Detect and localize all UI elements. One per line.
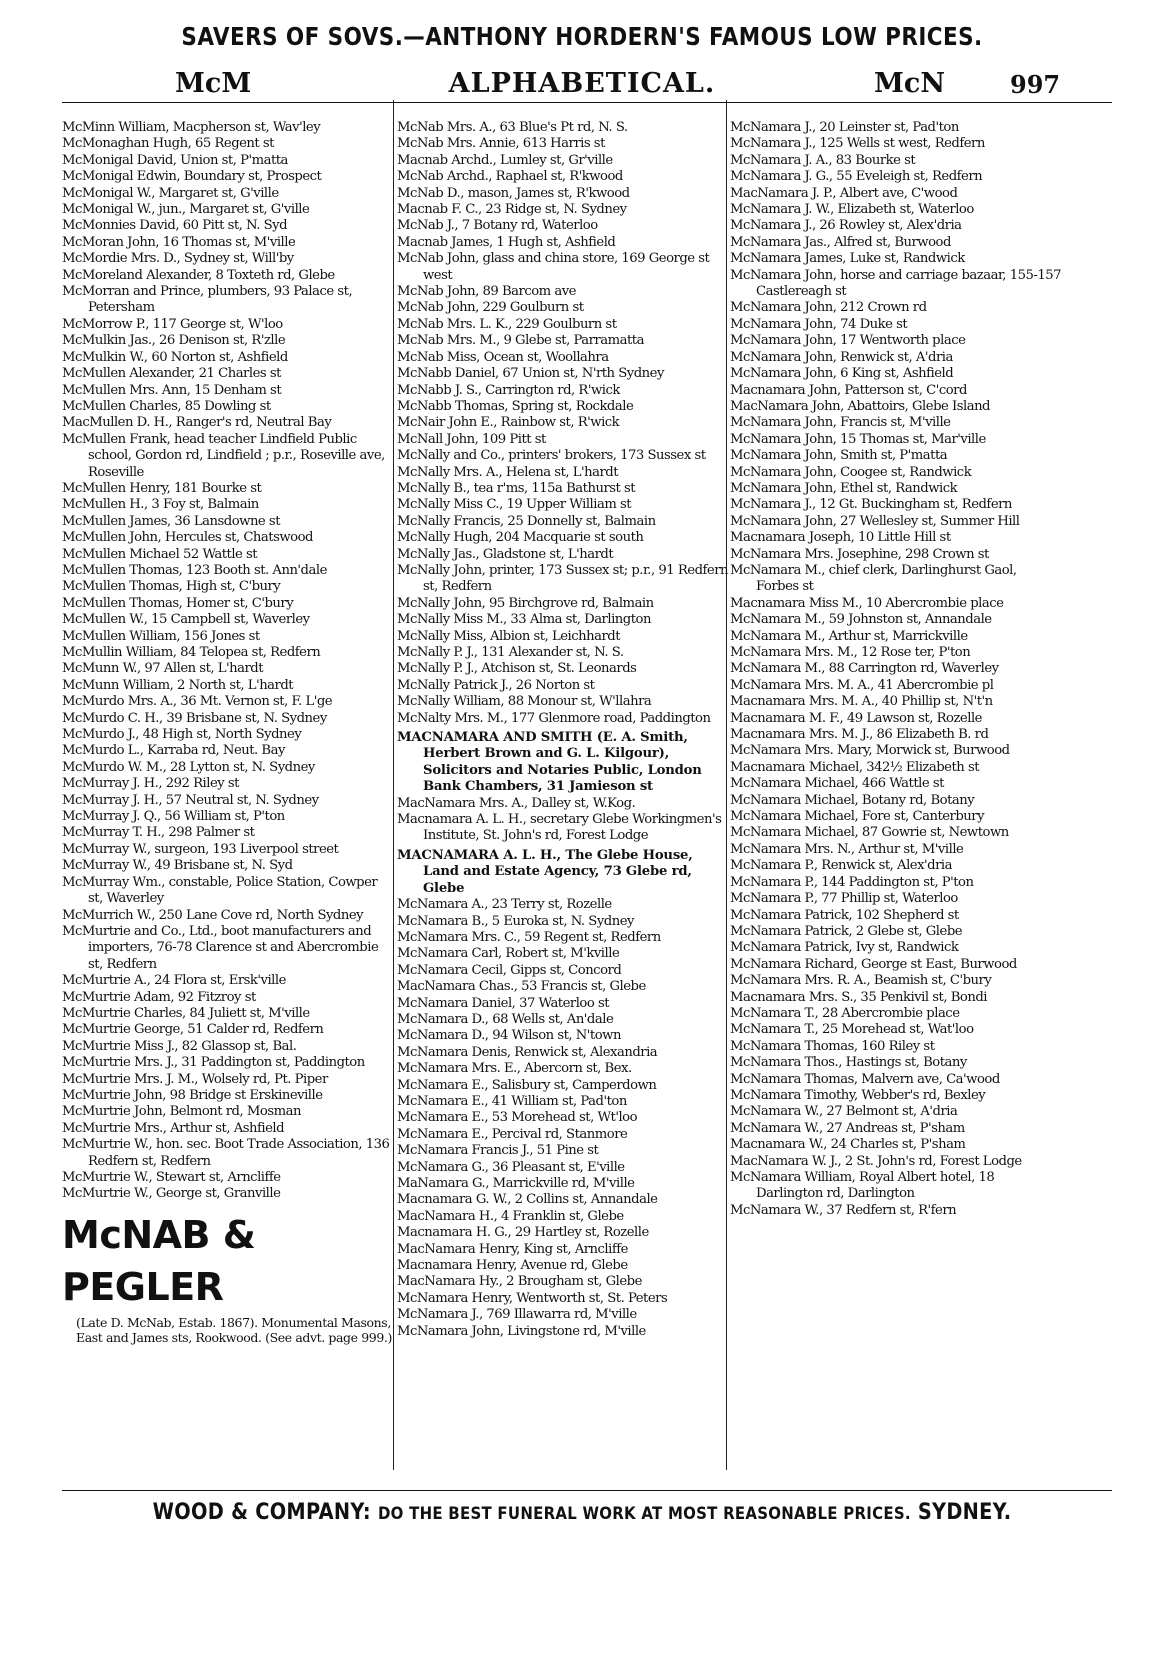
directory-entry: McMullen Mrs. Ann, 15 Denham st xyxy=(62,382,282,398)
directory-entry: McNab Mrs. L. K., 229 Goulburn st xyxy=(397,316,617,332)
directory-entry: McNamara John, 212 Crown rd xyxy=(730,300,927,316)
directory-entry: Macnamara Henry, Avenue rd, Glebe xyxy=(397,1258,628,1274)
bottom-advert-banner xyxy=(70,1500,1094,1525)
directory-entry: McNally Patrick J., 26 Norton st xyxy=(397,677,595,693)
directory-entry: McNamara A., 23 Terry st, Rozelle xyxy=(397,897,612,913)
directory-entry: McMullen Frank, head teacher Lindfield Public school, Gordon rd, Lindfield ; p.r., Roseville ave, Roseville xyxy=(62,431,385,480)
directory-entry: MacNamara J. P., Albert ave, C'wood xyxy=(730,185,958,201)
directory-entry: McNamara William, Royal Albert hotel, 18 Darlington rd, Darlington xyxy=(730,1170,995,1202)
directory-entry: McMurtrie Mrs. J., 31 Paddington st, Paddington xyxy=(62,1055,365,1071)
directory-entry: McNamara G., 36 Pleasant st, E'ville xyxy=(397,1159,625,1175)
directory-entry: McNamara Patrick, Ivy st, Randwick xyxy=(730,940,959,956)
directory-entry: McNamara Thos., Hastings st, Botany xyxy=(730,1055,967,1071)
directory-entry: McNally Mrs. A., Helena st, L'hardt xyxy=(397,464,619,480)
header-rule xyxy=(62,102,1112,103)
directory-entry: McNamara Timothy, Webber's rd, Bexley xyxy=(730,1087,986,1103)
directory-entry: McMurtrie Charles, 84 Juliett st, M'ville xyxy=(62,1005,310,1021)
directory-entry: McMurray J. Q., 56 William st, P'ton xyxy=(62,809,285,825)
directory-entry: McNamara E., 41 William st, Pad'ton xyxy=(397,1093,627,1109)
directory-entry: McMurray Wm., constable, Police Station, Cowper st, Waverley xyxy=(62,874,378,907)
directory-entry: McMunn W., 97 Allen st, L'hardt xyxy=(62,661,264,677)
directory-entry: McMulkin W., 60 Norton st, Ashfield xyxy=(62,349,288,365)
directory-entry: McMurray W., 49 Brisbane st, N. Syd xyxy=(62,858,293,874)
directory-entry: McNamara John, 15 Thomas st, Mar'ville xyxy=(730,431,986,447)
directory-entry: McNamara Mrs. M. A., 41 Abercrombie pl xyxy=(730,677,994,693)
directory-entry: McNamara P., 144 Paddington st, P'ton xyxy=(730,874,974,890)
directory-entry: MacNamara Mrs. A., Dalley st, W.Kog. xyxy=(397,795,636,811)
directory-entry: McMurtrie George, 51 Calder rd, Redfern xyxy=(62,1022,324,1038)
directory-entry: McNamara Mrs. Mary, Morwick st, Burwood xyxy=(730,743,1010,759)
directory-entry: McMurrich W., 250 Lane Cove rd, North Sydney xyxy=(62,907,364,923)
directory-entry: McMulkin Jas., 26 Denison st, R'zlle xyxy=(62,333,286,349)
directory-entry: McMurtrie Mrs. J. M., Wolsely rd, Pt. Piper xyxy=(62,1071,328,1087)
directory-entry: Macnamara Mrs. M. A., 40 Phillip st, N't'n xyxy=(730,694,993,710)
directory-entry: McNally Miss C., 19 Upper William st xyxy=(397,497,632,513)
directory-entry: McMonigal W., jun., Margaret st, G'ville xyxy=(62,202,310,218)
directory-entry: McNamara John, 74 Duke st xyxy=(730,316,908,332)
directory-entry: MacNamara W. J., 2 St. John's rd, Forest Lodge xyxy=(730,1153,1022,1169)
directory-entry: McNally Jas., Gladstone st, L'hardt xyxy=(397,546,614,562)
directory-entry: McNab D., mason, James st, R'kwood xyxy=(397,185,630,201)
directory-entry: McNally John, printer, 173 Sussex st; p.r., 91 Redfern st, Redfern xyxy=(397,562,729,595)
directory-entry: Macnamara H. G., 29 Hartley st, Rozelle xyxy=(397,1225,649,1241)
directory-entry: Macnamara Joseph, 10 Little Hill st xyxy=(730,530,951,546)
directory-entry: McMonaghan Hugh, 65 Regent st xyxy=(62,136,274,152)
directory-entry: McNamara T., 28 Abercrombie place xyxy=(730,1005,960,1021)
directory-entry: Macnab Archd., Lumley st, Gr'ville xyxy=(397,152,613,168)
directory-entry: McMonnies David, 60 Pitt st, N. Syd xyxy=(62,218,288,234)
directory-entry: McNab John, 229 Goulburn st xyxy=(397,300,584,316)
directory-entry: McMurray J. H., 292 Riley st xyxy=(62,776,239,792)
directory-entry: McNab John, glass and china store, 169 George st west xyxy=(397,251,710,283)
directory-entry: McNamara J., 20 Leinster st, Pad'ton xyxy=(730,120,959,135)
directory-entry: McMurray J. H., 57 Neutral st, N. Sydney xyxy=(62,792,319,808)
directory-entry: McNamara J. A., 83 Bourke st xyxy=(730,152,916,168)
column-2-entries xyxy=(397,120,729,1340)
directory-entry: McNamara W., 37 Redfern st, R'fern xyxy=(730,1202,957,1218)
directory-entry: McNab John, 89 Barcom ave xyxy=(397,284,576,300)
directory-entry: MacNamara John, Abattoirs, Glebe Island xyxy=(730,398,991,414)
directory-entry: Macnamara G. W., 2 Collins st, Annandale xyxy=(397,1192,658,1208)
directory-entry: McNamara Cecil, Gipps st, Concord xyxy=(397,962,622,978)
directory-entry: McNamara Jas., Alfred st, Burwood xyxy=(730,234,951,250)
directory-entry: McNamara Mrs. Josephine, 298 Crown st xyxy=(730,546,989,562)
bottom-banner-slogan: DO THE BEST FUNERAL WORK AT MOST REASONABLE PRICES. xyxy=(377,1504,911,1524)
directory-entry: MacNamara Hy., 2 Brougham st, Glebe xyxy=(397,1274,642,1290)
directory-entry: McNamara M., 59 Johnston st, Annandale xyxy=(730,612,992,628)
directory-entry: McNamara Mrs. E., Abercorn st, Bex. xyxy=(397,1061,632,1077)
directory-entry: McMorrow P., 117 George st, W'loo xyxy=(62,316,283,332)
directory-entry: Macnamara Michael, 342½ Elizabeth st xyxy=(730,759,980,775)
directory-entry: McNally Francis, 25 Donnelly st, Balmain xyxy=(397,513,656,529)
directory-entry: Macnamara John, Patterson st, C'cord xyxy=(730,382,967,398)
directory-entry: McNamara E., Percival rd, Stanmore xyxy=(397,1126,628,1142)
directory-entry: McNamara John, 27 Wellesley st, Summer Hill xyxy=(730,513,1020,529)
directory-entry: McNamara Daniel, 37 Waterloo st xyxy=(397,995,610,1011)
directory-entry: MaNamara G., Marrickville rd, M'ville xyxy=(397,1176,635,1191)
directory-entry: McNamara Michael, Botany rd, Botany xyxy=(730,792,975,808)
directory-entry: MACNAMARA A. L. H., The Glebe House, Land and Estate Agency, 73 Glebe rd, Glebe xyxy=(397,847,693,896)
directory-entry: McNamara Mrs. N., Arthur st, M'ville xyxy=(730,841,964,857)
directory-entry: McNamara John, Livingstone rd, M'ville xyxy=(397,1323,646,1339)
directory-entry: McNamara Patrick, 102 Shepherd st xyxy=(730,907,959,923)
directory-entry: McMurtrie W., Stewart st, Arncliffe xyxy=(62,1170,281,1185)
directory-entry: McNamara P., 77 Phillip st, Waterloo xyxy=(730,891,958,907)
directory-entry: McNamara W., 27 Belmont st, A'dria xyxy=(730,1104,958,1120)
directory-entry: McMurray T. H., 298 Palmer st xyxy=(62,825,255,841)
directory-entry: McNamara John, 17 Wentworth place xyxy=(730,333,966,349)
directory-entry: McNamara John, Smith st, P'matta xyxy=(730,448,948,464)
directory-entry: McMurdo W. M., 28 Lytton st, N. Sydney xyxy=(62,759,315,775)
directory-entry: McNamara E., 53 Morehead st, Wt'loo xyxy=(397,1110,638,1126)
directory-entry: McMullen H., 3 Foy st, Balmain xyxy=(62,497,259,513)
directory-entry: McNall John, 109 Pitt st xyxy=(397,431,546,447)
directory-entry: McNab Mrs. A., 63 Blue's Pt rd, N. S. xyxy=(397,120,628,135)
directory-entry: McMurdo C. H., 39 Brisbane st, N. Sydney xyxy=(62,710,327,726)
column-1-entries xyxy=(62,120,394,1203)
directory-entry: McMonigal Edwin, Boundary st, Prospect xyxy=(62,169,322,185)
directory-entry: McMullen Alexander, 21 Charles st xyxy=(62,366,281,382)
directory-entry: McNamara P., Renwick st, Alex'dria xyxy=(730,858,952,874)
directory-entry: McMordie Mrs. D., Sydney st, Will'by xyxy=(62,251,294,267)
directory-entry: McNamara Patrick, 2 Glebe st, Glebe xyxy=(730,923,963,939)
directory-entry: Macnamara M. F., 49 Lawson st, Rozelle xyxy=(730,710,982,726)
directory-entry: McNally Miss, Albion st, Leichhardt xyxy=(397,628,621,644)
directory-entry: McMurdo L., Karraba rd, Neut. Bay xyxy=(62,743,285,759)
directory-entry: Macnamara W., 24 Charles st, P'sham xyxy=(730,1137,966,1153)
directory-entry: McNamara Mrs. C., 59 Regent st, Redfern xyxy=(397,929,661,945)
directory-entry: McMurtrie John, 98 Bridge st Erskineville xyxy=(62,1087,323,1103)
directory-entry: McNamara J., 125 Wells st west, Redfern xyxy=(730,136,985,152)
directory-entry: McMurtrie W., George st, Granville xyxy=(62,1186,281,1202)
directory-entry: McNally William, 88 Monour st, W'llahra xyxy=(397,694,652,710)
column-3 xyxy=(730,120,1062,1219)
directory-entry: McNamara Michael, Fore st, Canterbury xyxy=(730,809,985,825)
directory-entry: McMullen Henry, 181 Bourke st xyxy=(62,480,262,496)
directory-entry: McNamara Michael, 87 Gowrie st, Newtown xyxy=(730,825,1009,841)
directory-entry: McNamara B., 5 Euroka st, N. Sydney xyxy=(397,913,634,929)
column-3-entries xyxy=(730,120,1062,1219)
directory-entry: McMullen W., 15 Campbell st, Waverley xyxy=(62,612,310,628)
directory-entry: McNalty Mrs. M., 177 Glenmore road, Paddington xyxy=(397,710,711,726)
directory-entry: McNamara Carl, Robert st, M'kville xyxy=(397,946,620,962)
directory-entry: McNally John, 95 Birchgrove rd, Balmain xyxy=(397,595,654,611)
directory-entry: McNamara Thomas, Malvern ave, Ca'wood xyxy=(730,1071,1000,1087)
directory-entry: McNamara J., 769 Illawarra rd, M'ville xyxy=(397,1307,637,1323)
directory-entry: Macnamara Mrs. S., 35 Penkivil st, Bondi xyxy=(730,989,988,1005)
directory-entry: McNamara M., chief clerk, Darlinghurst Gaol, Forbes st xyxy=(730,562,1017,595)
directory-entry: McNamara D., 94 Wilson st, N'town xyxy=(397,1028,621,1044)
directory-entry: McMullen Thomas, 123 Booth st. Ann'dale xyxy=(62,562,327,578)
directory-entry: McMoran John, 16 Thomas st, M'ville xyxy=(62,234,296,250)
directory-entry: McNamara Michael, 466 Wattle st xyxy=(730,776,944,792)
directory-entry: McNab Mrs. Annie, 613 Harris st xyxy=(397,136,605,152)
directory-entry: McNamara T., 25 Morehead st, Wat'loo xyxy=(730,1022,974,1038)
directory-entry: Macnab F. C., 23 Ridge st, N. Sydney xyxy=(397,202,627,218)
directory-entry: McNamara James, Luke st, Randwick xyxy=(730,251,965,267)
directory-entry: McMoreland Alexander, 8 Toxteth rd, Glebe xyxy=(62,267,335,283)
directory-entry: McMonigal David, Union st, P'matta xyxy=(62,152,288,168)
directory-entry: McNamara Mrs. M., 12 Rose ter, P'ton xyxy=(730,645,971,660)
directory-entry: McMonigal W., Margaret st, G'ville xyxy=(62,185,279,201)
directory-entry: McMurray W., surgeon, 193 Liverpool street xyxy=(62,841,339,857)
directory-entry: McNamara J., 26 Rowley st, Alex'dria xyxy=(730,218,962,234)
column-2 xyxy=(397,120,729,1340)
directory-entry: McMullen James, 36 Lansdowne st xyxy=(62,513,280,529)
directory-entry: McNally and Co., printers' brokers, 173 Sussex st xyxy=(397,448,706,464)
directory-entry: Macnab James, 1 Hugh st, Ashfield xyxy=(397,234,616,250)
directory-entry: McNab J., 7 Botany rd, Waterloo xyxy=(397,218,598,234)
directory-entry: McMullen Thomas, High st, C'bury xyxy=(62,579,281,595)
directory-entry: MacMullen D. H., Ranger's rd, Neutral Bay xyxy=(62,415,332,431)
mcnab-pegler-advert-text: (Late D. McNab, Estab. 1867). Monumental Masons, East and James sts, Rookwood. (See advt. page 999.) xyxy=(76,1314,392,1345)
directory-entry: McNamara W., 27 Andreas st, P'sham xyxy=(730,1120,965,1136)
directory-entry: McNamara John, 6 King st, Ashfield xyxy=(730,366,954,382)
top-advert-banner: SAVERS OF SOVS.—ANTHONY HORDERN'S FAMOUS LOW PRICES. xyxy=(181,22,983,51)
directory-entry: MACNAMARA AND SMITH (E. A. Smith, Herbert Brown and G. L. Kilgour), Solicitors and Notaries Public, London Bank Chambers, 31 Jamieson st xyxy=(397,730,702,795)
directory-entry: McNab Mrs. M., 9 Glebe st, Parramatta xyxy=(397,333,644,349)
directory-entry: McNally Miss M., 33 Alma st, Darlington xyxy=(397,612,651,628)
directory-entry: McNair John E., Rainbow st, R'wick xyxy=(397,415,620,431)
directory-entry: McNamara Henry, Wentworth st, St. Peters xyxy=(397,1290,668,1306)
directory-entry: McMunn William, 2 North st, L'hardt xyxy=(62,677,294,693)
directory-entry: McMurtrie W., hon. sec. Boot Trade Association, 136 Redfern st, Redfern xyxy=(62,1137,390,1169)
directory-entry: McNamara Thomas, 160 Riley st xyxy=(730,1038,935,1054)
directory-entry: MacNamara Henry, King st, Arncliffe xyxy=(397,1241,628,1257)
column-1 xyxy=(62,120,394,1345)
directory-entry: MacNamara Chas., 53 Francis st, Glebe xyxy=(397,979,646,995)
running-head-center: ALPHABETICAL. xyxy=(448,68,716,99)
directory-entry: McNamara John, horse and carriage bazaar, 155-157 Castlereagh st xyxy=(730,267,1061,300)
directory-entry: McNamara Francis J., 51 Pine st xyxy=(397,1143,599,1159)
directory-entry: McMullen Michael 52 Wattle st xyxy=(62,546,258,562)
directory-entry: McNamara Mrs. R. A., Beamish st, C'bury xyxy=(730,973,992,989)
directory-entry: McNamara John, Coogee st, Randwick xyxy=(730,464,972,480)
directory-entry: McNab Archd., Raphael st, R'kwood xyxy=(397,169,623,185)
directory-entry: McNamara Denis, Renwick st, Alexandria xyxy=(397,1044,658,1060)
directory-entry: McNabb Daniel, 67 Union st, N'rth Sydney xyxy=(397,366,664,382)
directory-entry: McMullin William, 84 Telopea st, Redfern xyxy=(62,645,321,660)
directory-entry: McNabb J. S., Carrington rd, R'wick xyxy=(397,382,620,398)
directory-entry: McNally P. J., Atchison st, St. Leonards xyxy=(397,661,637,677)
footer-rule xyxy=(62,1490,1112,1491)
bottom-banner-company: WOOD & COMPANY: xyxy=(152,1500,371,1525)
directory-entry: McNabb Thomas, Spring st, Rockdale xyxy=(397,398,634,414)
directory-entry: McNamara J. W., Elizabeth st, Waterloo xyxy=(730,202,974,218)
directory-entry: McNally B., tea r'ms, 115a Bathurst st xyxy=(397,480,636,496)
directory-entry: McMurdo Mrs. A., 36 Mt. Vernon st, F. L'ge xyxy=(62,694,333,710)
directory-entry: McNamara D., 68 Wells st, An'dale xyxy=(397,1011,614,1027)
running-head-left: McM xyxy=(175,68,252,99)
directory-entry: McMullen John, Hercules st, Chatswood xyxy=(62,530,313,546)
directory-entry: McNamara J. G., 55 Eveleigh st, Redfern xyxy=(730,169,983,185)
directory-entry: McNamara John, Renwick st, A'dria xyxy=(730,349,953,365)
directory-entry: McNamara M., Arthur st, Marrickville xyxy=(730,628,968,644)
directory-entry: McNally Hugh, 204 Macquarie st south xyxy=(397,530,644,546)
mcnab-pegler-advert-title: McNAB & PEGLER xyxy=(62,1212,256,1309)
directory-entry: Macnamara Mrs. M. J., 86 Elizabeth B. rd xyxy=(730,727,989,743)
directory-entry: McNamara J., 12 Gt. Buckingham st, Redfern xyxy=(730,497,1012,513)
directory-entry: McMurtrie Mrs., Arthur st, Ashfield xyxy=(62,1120,285,1136)
directory-entry: McMurdo J., 48 High st, North Sydney xyxy=(62,727,302,743)
directory-entry: McMullen William, 156 Jones st xyxy=(62,628,260,644)
directory-entry: McMinn William, Macpherson st, Wav'ley xyxy=(62,120,321,135)
directory-entry: MacNamara H., 4 Franklin st, Glebe xyxy=(397,1208,624,1224)
directory-entry: McNally P. J., 131 Alexander st, N. S. xyxy=(397,645,624,660)
directory-entry: McMurtrie Miss J., 82 Glassop st, Bal. xyxy=(62,1038,297,1054)
directory-entry: McMullen Thomas, Homer st, C'bury xyxy=(62,595,294,611)
directory-entry: McNamara John, Ethel st, Randwick xyxy=(730,480,958,496)
running-head-right: McN xyxy=(874,68,946,99)
directory-entry: McNamara Richard, George st East, Burwood xyxy=(730,956,1017,972)
directory-entry: McMurtrie and Co., Ltd., boot manufacturers and importers, 76-78 Clarence st and Abercrombie st, Redfern xyxy=(62,923,379,972)
directory-entry: McMurtrie John, Belmont rd, Mosman xyxy=(62,1104,301,1120)
directory-entry: McMullen Charles, 85 Dowling st xyxy=(62,398,271,414)
directory-entry: McMurtrie Adam, 92 Fitzroy st xyxy=(62,989,256,1005)
directory-entry: McNamara M., 88 Carrington rd, Waverley xyxy=(730,661,999,677)
bottom-banner-city: SYDNEY. xyxy=(917,1500,1012,1525)
directory-entry: McMurtrie A., 24 Flora st, Ersk'ville xyxy=(62,973,286,989)
directory-entry: Macnamara Miss M., 10 Abercrombie place xyxy=(730,595,1004,611)
directory-entry: Macnamara A. L. H., secretary Glebe Workingmen's Institute, St. John's rd, Forest Lodge xyxy=(397,812,722,844)
page-number: 997 xyxy=(1010,70,1061,99)
directory-entry: McMorran and Prince, plumbers, 93 Palace st, Petersham xyxy=(62,284,353,316)
directory-entry: McNab Miss, Ocean st, Woollahra xyxy=(397,349,609,365)
directory-entry: McNamara E., Salisbury st, Camperdown xyxy=(397,1077,657,1093)
directory-entry: McNamara John, Francis st, M'ville xyxy=(730,415,951,431)
